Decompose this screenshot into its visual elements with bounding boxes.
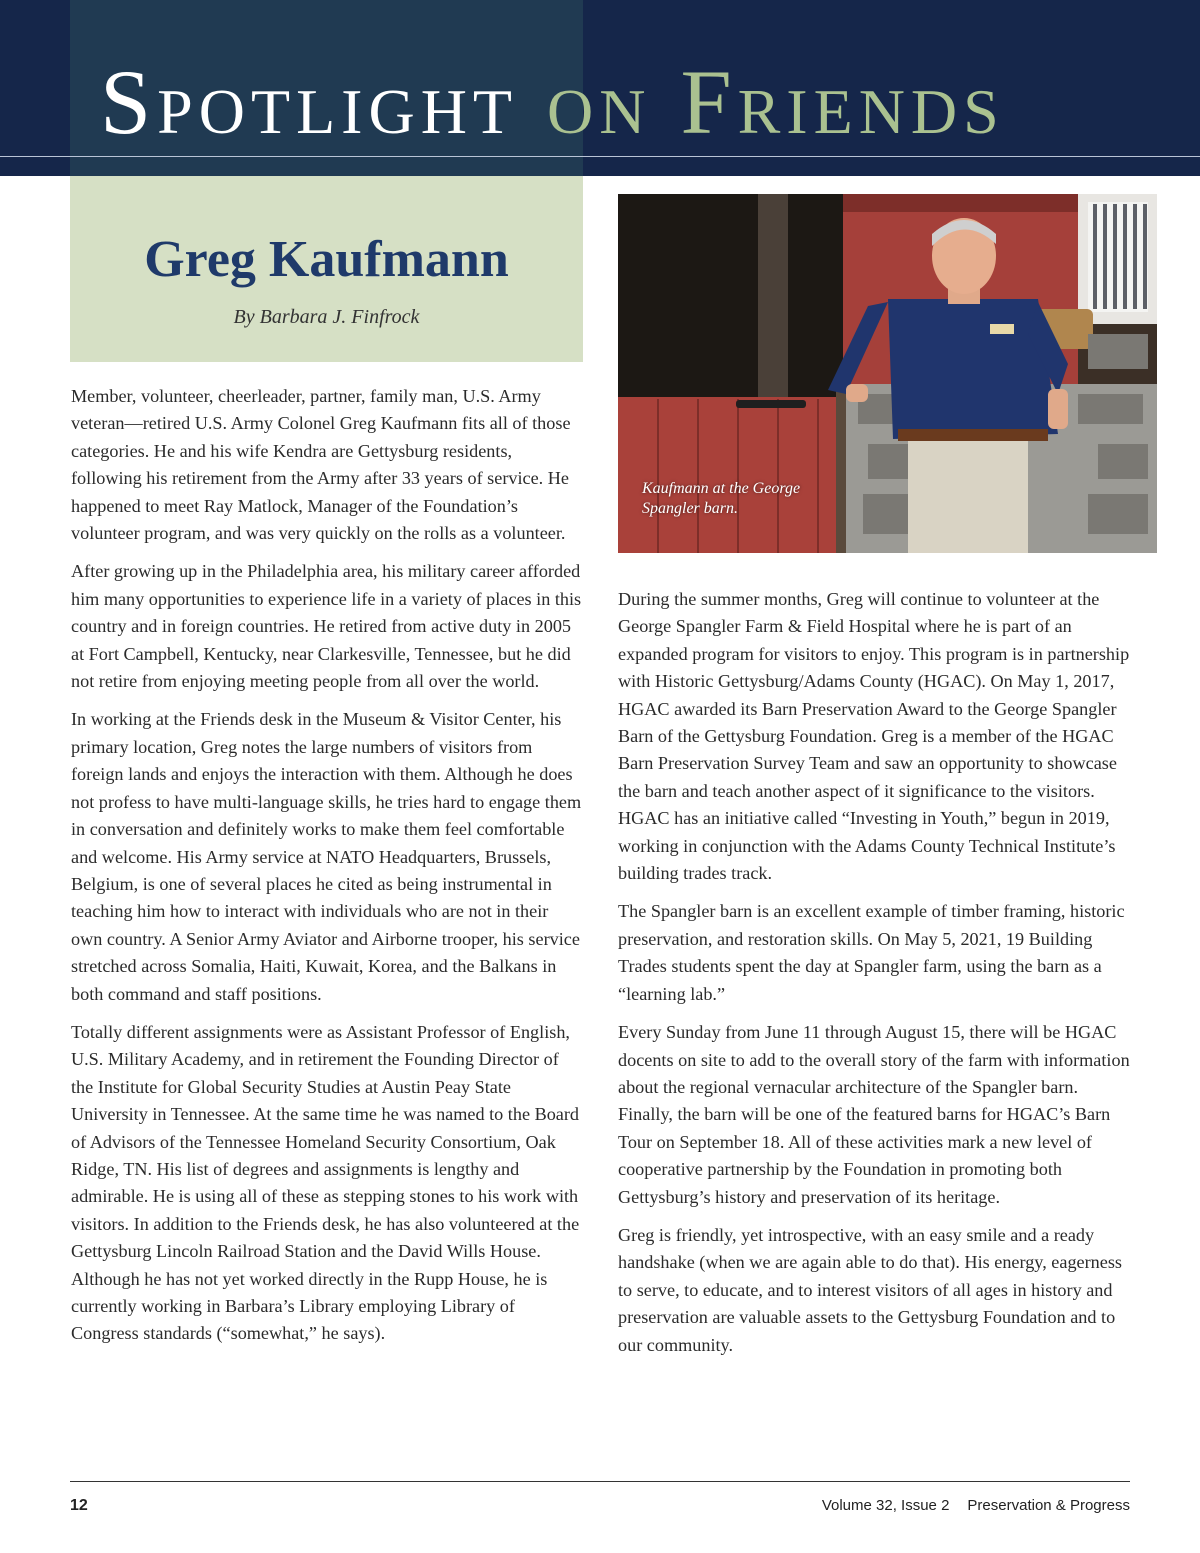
section-title	[100, 52, 1160, 152]
paragraph: Totally different assignments were as Assistant Professor of English, U.S. Military Academy, and in retirement the Founding Director of the Institute for Global Security Studies at Austin Peay State University in Tennessee. At the same time he was named to the Board of Advisors of the Tennessee Homeland Security Consortium, Oak Ridge, TN. His list of degrees and assignments is lengthy and admirable. He is using all of these as stepping stones to his work with visitors. In addition to the Friends desk, he has also volunteered at the Gettysburg Lincoln Railroad Station and the David Wills House. Although he has not yet worked directly in the Rupp House, he is currently working in Barbara’s Library employing Library of Congress standards (“somewhat,” he says).	[71, 1021, 580, 1344]
footer-rule	[70, 1481, 1130, 1482]
paragraph: Every Sunday from June 11 through August 15, there will be HGAC docents on site to add to the overall story of the farm with information about the regional vernacular architecture of the Spangler barn. Finally, the barn will be one of the featured barns for HGAC’s Barn Tour on September 18. All of these activities mark a new level of cooperative partnership by the Foundation in promoting both Gettysburg’s history and preservation of its heritage.	[618, 1022, 1130, 1207]
header-rule	[0, 156, 1200, 157]
article-byline: By Barbara J. Finfrock	[233, 306, 420, 328]
article-photo	[618, 194, 1157, 553]
article-headline: Greg Kaufmann	[144, 231, 509, 288]
paragraph: Member, volunteer, cheerleader, partner, family man, U.S. Army veteran—retired U.S. Army Colonel Greg Kaufmann fits all of those categories. He and his wife Kendra are Gettysburg residents, following his retirement from the Army after 33 years of service. He happened to meet Ray Matlock, Manager of the Foundation’s volunteer program, and was very quickly on the rolls as a volunteer.	[71, 386, 571, 544]
publication-name: Preservation & Progress	[967, 1497, 1130, 1514]
paragraph: The Spangler barn is an excellent example of timber framing, historic preservation, and restoration skills. On May 5, 2021, 19 Building Trades students spent the day at Spangler farm, using the barn as a “learning lab.”	[618, 901, 1125, 1004]
section-title-part1: Spotlight	[100, 51, 519, 153]
section-title-part2: on Friends	[547, 51, 1005, 153]
paragraph: During the summer months, Greg will continue to volunteer at the George Spangler Farm & Field Hospital where he is part of an expanded program for visitors to enjoy. This program is in partnership with Historic Gettysburg/Adams County (HGAC). On May 1, 2017, HGAC awarded its Barn Preservation Award to the George Spangler Barn of the Gettysburg Foundation. Greg is a member of the HGAC Barn Preservation Survey Team and saw an opportunity to showcase the barn and teach another aspect of it significance to the visitors. HGAC has an initiative called “Investing in Youth,” begun in 2019, working in conjunction with the Adams County Technical Institute’s building trades track.	[618, 589, 1130, 884]
page-number: 12	[70, 1497, 88, 1514]
paragraph: In working at the Friends desk in the Museum & Visitor Center, his primary location, Greg notes the large numbers of visitors from foreign lands and enjoys the interaction with them. Although he does not profess to have multi-language skills, he tries hard to engage them in conversation and definitely works to make them feel comfortable and welcome. His Army service at NATO Headquarters, Brussels, Belgium, is one of several places he cited as being instrumental in teaching him how to interact with individuals who are not in their own country. A Senior Army Aviator and Airborne trooper, his service stretched across Somalia, Haiti, Kuwait, Korea, and the Balkans in both command and staff positions.	[71, 709, 582, 1004]
footer-info	[822, 1497, 1130, 1514]
issue-label: Volume 32, Issue 2	[821, 1497, 950, 1514]
paragraph: After growing up in the Philadelphia area, his military career afforded him many opportunities to experience life in a variety of places in this country and in foreign countries. He retired from active duty in 2005 at Fort Campbell, Kentucky, near Clarkesville, Tennessee, but he did not retire from enjoying meeting people from all over the world.	[71, 561, 582, 692]
article-title-box	[70, 176, 583, 362]
paragraph: Greg is friendly, yet introspective, with an easy smile and a ready handshake (when we are again able to do that). His energy, eagerness to serve, to educate, and to interest visitors of all ages in history and preservation are valuable assets to the Gettysburg Foundation and to our community.	[618, 1224, 1123, 1355]
photo-caption: Kaufmann at the George Spangler barn.	[642, 480, 801, 517]
right-column	[618, 586, 1130, 1370]
left-column	[71, 383, 583, 1359]
